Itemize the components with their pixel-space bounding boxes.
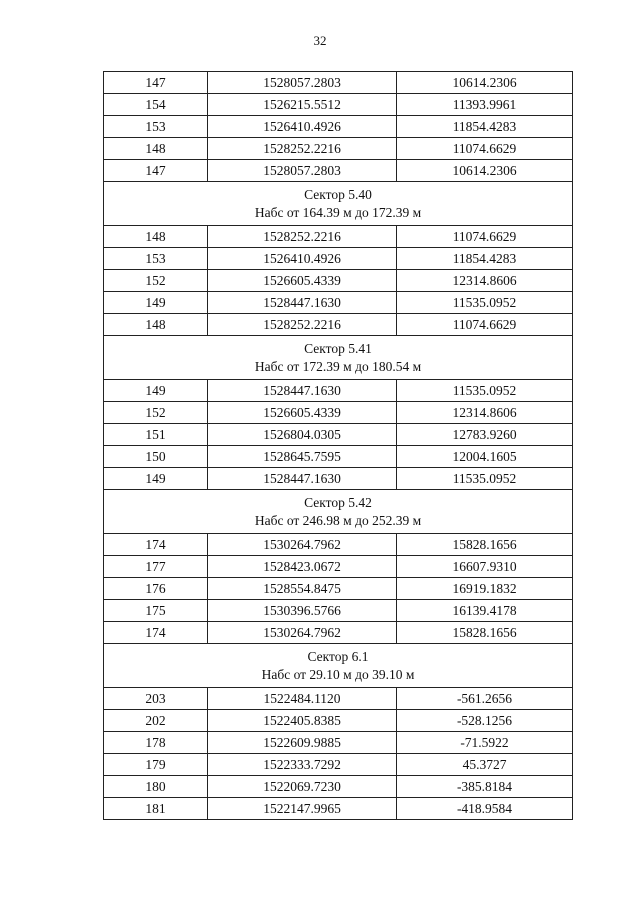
table-row: [104, 468, 573, 490]
y-coordinate-cell: 10614.2306: [397, 160, 573, 182]
x-coordinate-cell: 1526410.4926: [208, 116, 397, 138]
table-row: [104, 688, 573, 710]
x-coordinate-cell: 1526804.0305: [208, 424, 397, 446]
y-coordinate-cell: 11535.0952: [397, 468, 573, 490]
table-row: [104, 270, 573, 292]
table-row: [104, 94, 573, 116]
x-coordinate-cell: 1528447.1630: [208, 380, 397, 402]
table-row: [104, 776, 573, 798]
y-coordinate-cell: 11854.4283: [397, 116, 573, 138]
table-row: [104, 292, 573, 314]
point-id-cell: 147: [104, 160, 208, 182]
point-id-cell: 202: [104, 710, 208, 732]
sector-header-cell: [104, 490, 573, 534]
table-row: [104, 710, 573, 732]
y-coordinate-cell: -528.1256: [397, 710, 573, 732]
sector-height-range: Набс от 246.98 м до 252.39 м: [254, 512, 422, 528]
point-id-cell: 176: [104, 578, 208, 600]
point-id-cell: 154: [104, 94, 208, 116]
table-row: [104, 754, 573, 776]
point-id-cell: 149: [104, 468, 208, 490]
sector-height-range: Набс от 164.39 м до 172.39 м: [254, 204, 422, 220]
y-coordinate-cell: -385.8184: [397, 776, 573, 798]
x-coordinate-cell: 1522484.1120: [208, 688, 397, 710]
x-coordinate-cell: 1526215.5512: [208, 94, 397, 116]
x-coordinate-cell: 1528423.0672: [208, 556, 397, 578]
sector-title: Сектор 6.1: [307, 648, 369, 664]
table-row: [104, 578, 573, 600]
point-id-cell: 149: [104, 292, 208, 314]
table-row: [104, 138, 573, 160]
table-row: [104, 534, 573, 556]
x-coordinate-cell: 1522069.7230: [208, 776, 397, 798]
point-id-cell: 151: [104, 424, 208, 446]
table-row: [104, 402, 573, 424]
x-coordinate-cell: 1528645.7595: [208, 446, 397, 468]
point-id-cell: 147: [104, 72, 208, 94]
point-id-cell: 148: [104, 314, 208, 336]
coordinates-table-body: [104, 72, 573, 820]
y-coordinate-cell: 12004.1605: [397, 446, 573, 468]
y-coordinate-cell: -418.9584: [397, 798, 573, 820]
point-id-cell: 203: [104, 688, 208, 710]
x-coordinate-cell: 1530396.5766: [208, 600, 397, 622]
x-coordinate-cell: 1528447.1630: [208, 468, 397, 490]
y-coordinate-cell: -71.5922: [397, 732, 573, 754]
point-id-cell: 174: [104, 534, 208, 556]
x-coordinate-cell: 1526410.4926: [208, 248, 397, 270]
y-coordinate-cell: 11393.9961: [397, 94, 573, 116]
point-id-cell: 180: [104, 776, 208, 798]
table-row: [104, 116, 573, 138]
y-coordinate-cell: 11535.0952: [397, 380, 573, 402]
sector-header-row: [104, 490, 573, 534]
sector-header-cell: [104, 644, 573, 688]
y-coordinate-cell: 12783.9260: [397, 424, 573, 446]
point-id-cell: 175: [104, 600, 208, 622]
point-id-cell: 174: [104, 622, 208, 644]
y-coordinate-cell: 11535.0952: [397, 292, 573, 314]
sector-title: Сектор 5.40: [304, 186, 372, 202]
point-id-cell: 178: [104, 732, 208, 754]
x-coordinate-cell: 1530264.7962: [208, 534, 397, 556]
x-coordinate-cell: 1528252.2216: [208, 226, 397, 248]
y-coordinate-cell: 12314.8606: [397, 402, 573, 424]
sector-height-range: Набс от 29.10 м до 39.10 м: [261, 666, 415, 682]
x-coordinate-cell: 1528554.8475: [208, 578, 397, 600]
sector-title: Сектор 5.42: [304, 494, 372, 510]
table-row: [104, 72, 573, 94]
table-row: [104, 600, 573, 622]
x-coordinate-cell: 1528057.2803: [208, 160, 397, 182]
table-row: [104, 380, 573, 402]
y-coordinate-cell: -561.2656: [397, 688, 573, 710]
x-coordinate-cell: 1530264.7962: [208, 622, 397, 644]
table-row: [104, 314, 573, 336]
y-coordinate-cell: 16919.1832: [397, 578, 573, 600]
x-coordinate-cell: 1526605.4339: [208, 402, 397, 424]
table-row: [104, 226, 573, 248]
x-coordinate-cell: 1528057.2803: [208, 72, 397, 94]
table-row: [104, 556, 573, 578]
sector-header-row: [104, 182, 573, 226]
sector-height-range: Набс от 172.39 м до 180.54 м: [254, 358, 422, 374]
point-id-cell: 148: [104, 138, 208, 160]
sector-header-row: [104, 336, 573, 380]
x-coordinate-cell: 1526605.4339: [208, 270, 397, 292]
y-coordinate-cell: 11074.6629: [397, 314, 573, 336]
point-id-cell: 179: [104, 754, 208, 776]
x-coordinate-cell: 1528447.1630: [208, 292, 397, 314]
table-row: [104, 798, 573, 820]
table-row: [104, 446, 573, 468]
y-coordinate-cell: 10614.2306: [397, 72, 573, 94]
y-coordinate-cell: 11854.4283: [397, 248, 573, 270]
table-row: [104, 160, 573, 182]
sector-header-row: [104, 644, 573, 688]
x-coordinate-cell: 1528252.2216: [208, 314, 397, 336]
y-coordinate-cell: 15828.1656: [397, 534, 573, 556]
page-number: 32: [313, 33, 327, 48]
point-id-cell: 177: [104, 556, 208, 578]
point-id-cell: 153: [104, 116, 208, 138]
table-row: [104, 248, 573, 270]
x-coordinate-cell: 1522405.8385: [208, 710, 397, 732]
y-coordinate-cell: 16607.9310: [397, 556, 573, 578]
coordinates-table: [103, 71, 573, 820]
x-coordinate-cell: 1522333.7292: [208, 754, 397, 776]
point-id-cell: 148: [104, 226, 208, 248]
table-row: [104, 622, 573, 644]
y-coordinate-cell: 11074.6629: [397, 138, 573, 160]
sector-title: Сектор 5.41: [304, 340, 372, 356]
table-row: [104, 424, 573, 446]
point-id-cell: 152: [104, 270, 208, 292]
y-coordinate-cell: 16139.4178: [397, 600, 573, 622]
sector-header-cell: [104, 182, 573, 226]
y-coordinate-cell: 15828.1656: [397, 622, 573, 644]
sector-header-cell: [104, 336, 573, 380]
x-coordinate-cell: 1528252.2216: [208, 138, 397, 160]
point-id-cell: 153: [104, 248, 208, 270]
y-coordinate-cell: 45.3727: [397, 754, 573, 776]
point-id-cell: 149: [104, 380, 208, 402]
point-id-cell: 152: [104, 402, 208, 424]
table-row: [104, 732, 573, 754]
y-coordinate-cell: 12314.8606: [397, 270, 573, 292]
point-id-cell: 181: [104, 798, 208, 820]
x-coordinate-cell: 1522147.9965: [208, 798, 397, 820]
y-coordinate-cell: 11074.6629: [397, 226, 573, 248]
x-coordinate-cell: 1522609.9885: [208, 732, 397, 754]
point-id-cell: 150: [104, 446, 208, 468]
